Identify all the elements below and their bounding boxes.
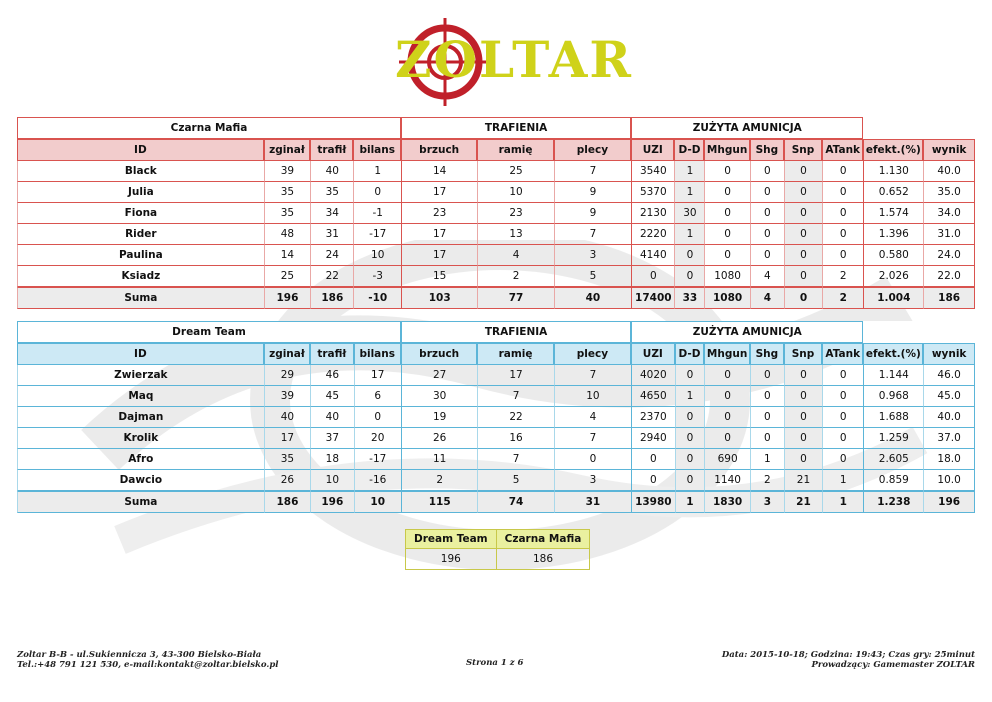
column-header: ATank: [822, 139, 863, 161]
stat-cell: 22: [310, 266, 353, 287]
stat-cell: 1.688: [863, 407, 923, 428]
stat-cell: 0: [750, 428, 784, 449]
player-row: [17, 203, 975, 224]
column-header: Shg: [750, 343, 784, 365]
stat-cell: 1.144: [863, 365, 923, 386]
stat-cell: 10: [310, 470, 353, 491]
column-header: efekt.(%): [863, 343, 923, 365]
stat-cell: 18.0: [923, 449, 975, 470]
player-name: Maq: [17, 386, 264, 407]
stat-cell: 35: [264, 203, 310, 224]
stat-cell: 0: [750, 224, 784, 245]
stat-cell: 25: [477, 161, 553, 182]
stat-cell: 10: [554, 386, 631, 407]
stat-cell: 31: [554, 491, 631, 513]
sum-label: Suma: [17, 491, 264, 513]
stat-cell: 7: [554, 224, 631, 245]
stat-cell: 186: [264, 491, 310, 513]
sum-row: [17, 287, 975, 309]
player-row: [17, 428, 975, 449]
column-header: zginał: [264, 343, 310, 365]
stat-cell: 17400: [631, 287, 674, 309]
stat-cell: 1140: [704, 470, 749, 491]
column-header: ramię: [477, 139, 553, 161]
stat-cell: 0: [784, 287, 822, 309]
player-row: [17, 407, 975, 428]
stat-cell: 26: [264, 470, 310, 491]
column-header: wynik: [923, 343, 975, 365]
stat-cell: 0: [822, 386, 863, 407]
stat-cell: 74: [477, 491, 553, 513]
stat-cell: 17: [264, 428, 310, 449]
footer-address: [17, 650, 279, 670]
stat-cell: 1: [822, 491, 863, 513]
team-name: Dream Team: [17, 321, 401, 343]
stat-cell: 1080: [704, 287, 749, 309]
stat-cell: 0: [784, 407, 822, 428]
column-header: ramię: [477, 343, 553, 365]
stat-cell: 1: [674, 161, 704, 182]
stat-cell: 0: [704, 182, 749, 203]
stat-cell: 0: [354, 407, 401, 428]
stat-cell: 22: [477, 407, 553, 428]
score-header: Dream Team: [406, 530, 497, 549]
sum-label: Suma: [17, 287, 264, 309]
stat-cell: 2: [401, 470, 477, 491]
score-summary: [405, 529, 590, 570]
stat-cell: 17: [401, 224, 477, 245]
column-header: UZI: [631, 139, 674, 161]
stat-cell: 2: [822, 287, 863, 309]
stat-cell: 3: [554, 245, 631, 266]
stat-cell: 13980: [631, 491, 674, 513]
stat-cell: 45: [310, 386, 353, 407]
stat-cell: 0.652: [863, 182, 923, 203]
player-name: Paulina: [17, 245, 264, 266]
column-header: ID: [17, 343, 264, 365]
stat-cell: 0: [631, 449, 674, 470]
player-name: Rider: [17, 224, 264, 245]
stat-cell: 0: [822, 182, 863, 203]
player-row: [17, 245, 975, 266]
stat-cell: 0: [750, 386, 784, 407]
stat-cell: 7: [554, 161, 631, 182]
stat-cell: 0: [704, 428, 749, 449]
stat-cell: 103: [401, 287, 477, 309]
stat-cell: 2: [477, 266, 553, 287]
stat-cell: 1: [674, 224, 704, 245]
player-row: [17, 449, 975, 470]
stat-cell: -17: [353, 224, 401, 245]
stat-cell: 4: [554, 407, 631, 428]
stat-cell: 0: [784, 182, 822, 203]
player-row: [17, 470, 975, 491]
column-header: Mhgun: [704, 343, 749, 365]
stat-cell: 1: [675, 386, 705, 407]
stat-cell: 10: [353, 245, 401, 266]
sum-row: [17, 491, 975, 513]
stat-cell: 2: [750, 470, 784, 491]
column-header: bilans: [354, 343, 401, 365]
stat-cell: 7: [477, 386, 553, 407]
stat-cell: 0: [704, 245, 749, 266]
stat-cell: 23: [401, 203, 477, 224]
stat-cell: 0: [675, 407, 705, 428]
stat-cell: 27: [401, 365, 477, 386]
stat-cell: 0: [784, 428, 822, 449]
player-name: Black: [17, 161, 264, 182]
column-header: D-D: [675, 343, 705, 365]
stat-cell: 48: [264, 224, 310, 245]
stat-cell: 37.0: [923, 428, 975, 449]
stat-cell: 24.0: [923, 245, 975, 266]
stat-cell: 1: [750, 449, 784, 470]
stat-cell: 35.0: [923, 182, 975, 203]
stat-cell: -10: [353, 287, 401, 309]
stat-cell: 3540: [631, 161, 674, 182]
stat-cell: 0: [704, 365, 749, 386]
stat-cell: 2940: [631, 428, 674, 449]
stat-cell: 0: [631, 470, 674, 491]
stat-cell: 1830: [704, 491, 749, 513]
stat-cell: 0: [704, 386, 749, 407]
stat-cell: 196: [310, 491, 353, 513]
stat-cell: 1.130: [863, 161, 923, 182]
stat-cell: 0: [750, 245, 784, 266]
column-header: plecy: [554, 139, 631, 161]
stat-cell: 37: [310, 428, 353, 449]
column-header: ATank: [822, 343, 863, 365]
player-row: [17, 266, 975, 287]
score-value: 196: [406, 549, 497, 570]
column-header: Snp: [784, 343, 822, 365]
stat-cell: 4020: [631, 365, 674, 386]
stat-cell: 29: [264, 365, 310, 386]
stat-cell: 24: [310, 245, 353, 266]
stat-cell: 0: [675, 428, 705, 449]
score-header: Czarna Mafia: [496, 530, 590, 549]
stat-cell: 30: [674, 203, 704, 224]
stat-cell: 0.580: [863, 245, 923, 266]
column-header: D-D: [674, 139, 704, 161]
stat-cell: 0: [750, 161, 784, 182]
stat-cell: 30: [401, 386, 477, 407]
footer-game-info: [722, 650, 975, 670]
stat-cell: 6: [354, 386, 401, 407]
stat-cell: 35: [264, 449, 310, 470]
stat-cell: 0: [784, 224, 822, 245]
stat-cell: 5: [477, 470, 553, 491]
stat-cell: 5370: [631, 182, 674, 203]
footer-address-line: Zoltar B-B - ul.Sukiennicza 3, 43-300 Bielsko-Biała: [17, 650, 262, 660]
stat-cell: 1.396: [863, 224, 923, 245]
stat-cell: 40: [554, 287, 631, 309]
stat-cell: 11: [401, 449, 477, 470]
player-row: [17, 161, 975, 182]
column-header: bilans: [353, 139, 401, 161]
stat-cell: 40: [264, 407, 310, 428]
stat-cell: 0: [784, 449, 822, 470]
footer-date-line: Data: 2015-10-18; Godzina: 19:43; Czas gry: 25minut: [721, 650, 975, 660]
stat-cell: 0: [822, 161, 863, 182]
stat-cell: 0: [675, 449, 705, 470]
stat-cell: 18: [310, 449, 353, 470]
stat-cell: 1.004: [863, 287, 923, 309]
column-header: plecy: [554, 343, 631, 365]
stat-cell: 40: [310, 161, 353, 182]
stat-cell: 26: [401, 428, 477, 449]
stat-cell: 0: [784, 245, 822, 266]
stat-cell: 1.574: [863, 203, 923, 224]
stat-cell: 13: [477, 224, 553, 245]
stat-cell: 31.0: [923, 224, 975, 245]
stat-cell: 15: [401, 266, 477, 287]
stat-cell: 0: [675, 365, 705, 386]
stat-cell: 21: [784, 491, 822, 513]
stat-cell: 9: [554, 182, 631, 203]
stat-cell: 10: [354, 491, 401, 513]
stat-cell: 1: [675, 491, 705, 513]
stat-cell: 196: [264, 287, 310, 309]
stat-cell: 0.968: [863, 386, 923, 407]
stat-cell: 0: [822, 407, 863, 428]
stat-cell: 35: [264, 182, 310, 203]
group-hits: TRAFIENIA: [401, 321, 631, 343]
player-name: Afro: [17, 449, 264, 470]
stat-cell: 14: [264, 245, 310, 266]
stat-cell: 40: [310, 407, 353, 428]
stat-cell: 9: [554, 203, 631, 224]
stat-cell: 17: [401, 182, 477, 203]
stat-cell: 0: [822, 428, 863, 449]
stat-cell: 5: [554, 266, 631, 287]
stat-cell: 46: [310, 365, 353, 386]
stat-cell: 1.238: [863, 491, 923, 513]
player-name: Krolik: [17, 428, 264, 449]
stat-cell: 2: [822, 266, 863, 287]
stat-cell: 0: [784, 386, 822, 407]
stat-cell: -17: [354, 449, 401, 470]
stat-cell: 0: [704, 407, 749, 428]
stat-cell: 186: [923, 287, 975, 309]
footer-contact-line: Tel.:+48 791 121 530, e-mail:kontakt@zoltar.bielsko.pl: [17, 660, 279, 670]
stat-cell: 0: [704, 161, 749, 182]
team-name: Czarna Mafia: [17, 117, 401, 139]
stat-cell: 33: [674, 287, 704, 309]
player-name: Julia: [17, 182, 264, 203]
player-row: [17, 386, 975, 407]
column-header: ID: [17, 139, 264, 161]
stat-cell: 34.0: [923, 203, 975, 224]
stat-cell: 4: [750, 266, 784, 287]
stat-cell: 690: [704, 449, 749, 470]
stat-cell: 0: [674, 245, 704, 266]
column-header: UZI: [631, 343, 674, 365]
stat-cell: 14: [401, 161, 477, 182]
column-header: trafił: [310, 343, 353, 365]
stat-cell: 1080: [704, 266, 749, 287]
stat-cell: 1: [822, 470, 863, 491]
logo-text: ZOLTAR: [395, 30, 633, 89]
stat-cell: 7: [477, 449, 553, 470]
stat-cell: 3: [554, 470, 631, 491]
stat-cell: 25: [264, 266, 310, 287]
stat-cell: 16: [477, 428, 553, 449]
player-name: Zwierzak: [17, 365, 264, 386]
stat-cell: 0: [822, 365, 863, 386]
stat-cell: 21: [784, 470, 822, 491]
column-header: Snp: [784, 139, 822, 161]
stat-cell: 0: [750, 407, 784, 428]
stat-cell: 0: [784, 203, 822, 224]
stat-cell: 186: [310, 287, 353, 309]
stat-cell: 1.259: [863, 428, 923, 449]
stat-cell: 31: [310, 224, 353, 245]
stat-cell: -16: [354, 470, 401, 491]
stat-cell: 2130: [631, 203, 674, 224]
page-number: Strona 1 z 6: [466, 658, 524, 668]
column-headers: [17, 139, 975, 161]
stat-cell: 4650: [631, 386, 674, 407]
stat-cell: 1: [353, 161, 401, 182]
stat-cell: 0: [750, 182, 784, 203]
column-header: brzuch: [401, 343, 477, 365]
stat-cell: 7: [554, 365, 631, 386]
player-name: Ksiadz: [17, 266, 264, 287]
stat-cell: 0: [631, 266, 674, 287]
stat-cell: 0: [704, 224, 749, 245]
stat-cell: 0: [704, 203, 749, 224]
stat-cell: 45.0: [923, 386, 975, 407]
stat-cell: 196: [923, 491, 975, 513]
player-row: [17, 224, 975, 245]
stat-cell: 40.0: [923, 407, 975, 428]
stat-cell: 0: [784, 365, 822, 386]
stat-cell: 39: [264, 386, 310, 407]
stat-cell: -1: [353, 203, 401, 224]
stat-cell: 77: [477, 287, 553, 309]
group-ammo: ZUŻYTA AMUNICJA: [631, 117, 863, 139]
stat-cell: 22.0: [923, 266, 975, 287]
stat-cell: 17: [401, 245, 477, 266]
column-header: Shg: [750, 139, 784, 161]
stat-cell: 20: [354, 428, 401, 449]
stat-cell: 40.0: [923, 161, 975, 182]
stat-cell: 0: [822, 203, 863, 224]
column-header: zginał: [264, 139, 310, 161]
column-header: trafił: [310, 139, 353, 161]
stat-cell: 4: [477, 245, 553, 266]
footer-gamemaster-line: Prowadzący: Gamemaster ZOLTAR: [811, 660, 975, 670]
stat-cell: 0: [353, 182, 401, 203]
team-table-dream-team: [17, 321, 975, 513]
stat-cell: 17: [477, 365, 553, 386]
player-name: Dawcio: [17, 470, 264, 491]
player-name: Fiona: [17, 203, 264, 224]
stat-cell: 0: [674, 266, 704, 287]
stat-cell: 0: [822, 449, 863, 470]
team-table-czarna-mafia: [17, 117, 975, 309]
column-header: wynik: [923, 139, 975, 161]
stat-cell: 0: [554, 449, 631, 470]
player-row: [17, 365, 975, 386]
column-header: brzuch: [401, 139, 477, 161]
stat-cell: 0.859: [863, 470, 923, 491]
stat-cell: 0: [675, 470, 705, 491]
player-name: Dajman: [17, 407, 264, 428]
score-value: 186: [496, 549, 590, 570]
group-hits: TRAFIENIA: [401, 117, 631, 139]
stat-cell: 2.026: [863, 266, 923, 287]
stat-cell: 17: [354, 365, 401, 386]
stat-cell: 35: [310, 182, 353, 203]
stat-cell: 10.0: [923, 470, 975, 491]
stat-cell: 2370: [631, 407, 674, 428]
column-header: efekt.(%): [863, 139, 923, 161]
player-row: [17, 182, 975, 203]
stat-cell: 0: [784, 161, 822, 182]
stat-cell: 4140: [631, 245, 674, 266]
stat-cell: 7: [554, 428, 631, 449]
stat-cell: 19: [401, 407, 477, 428]
column-header: Mhgun: [704, 139, 749, 161]
stat-cell: 39: [264, 161, 310, 182]
stat-cell: 23: [477, 203, 553, 224]
stat-cell: 0: [750, 365, 784, 386]
group-ammo: ZUŻYTA AMUNICJA: [631, 321, 863, 343]
stat-cell: -3: [353, 266, 401, 287]
stat-cell: 34: [310, 203, 353, 224]
stat-cell: 0: [822, 245, 863, 266]
stat-cell: 3: [750, 491, 784, 513]
stat-cell: 2220: [631, 224, 674, 245]
stat-cell: 0: [822, 224, 863, 245]
stat-cell: 0: [750, 203, 784, 224]
column-headers: [17, 343, 975, 365]
stat-cell: 115: [401, 491, 477, 513]
stat-cell: 46.0: [923, 365, 975, 386]
stat-cell: 0: [784, 266, 822, 287]
stat-cell: 2.605: [863, 449, 923, 470]
stat-cell: 4: [750, 287, 784, 309]
stat-cell: 1: [674, 182, 704, 203]
stat-cell: 10: [477, 182, 553, 203]
